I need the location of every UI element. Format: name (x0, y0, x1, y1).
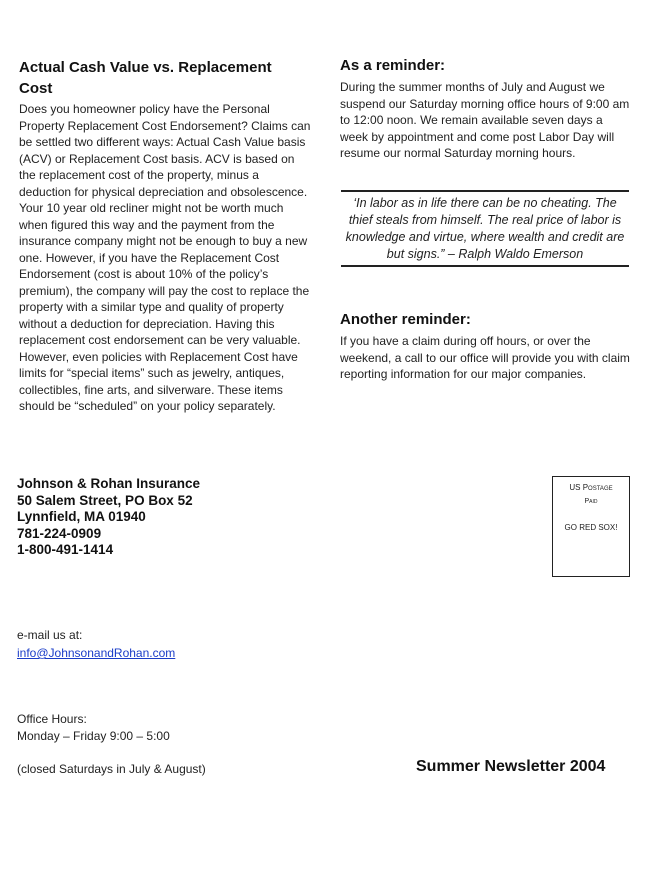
postage-stamp-box (552, 476, 630, 577)
mailing-address (17, 476, 317, 559)
phone-tollfree: 1-800-491-1414 (17, 542, 114, 557)
city-state-zip: Lynnfield, MA 01940 (17, 509, 146, 524)
stamp-paid-text: Paid (584, 498, 598, 505)
email-label: e-mail us at: (17, 628, 83, 642)
office-hours-label: Office Hours: (17, 712, 87, 726)
email-link[interactable]: info@JohnsonandRohan.com (17, 646, 176, 660)
stamp-slogan: GO RED SOX! (564, 523, 618, 532)
stamp-postage-text: US Postage (569, 483, 613, 492)
phone-local: 781-224-0909 (17, 525, 102, 541)
acv-section-body: Does you homeowner policy have the Personal Property Replacement Cost Endorsement? Claims can be settled two different ways: Actual Cash Value basis (ACV) or Replacement Cost basis. ACV is based on the replacement cost of the property, minus a deduction for physical depreciation and obsolescence. Your 10 year old recliner might not be worth much when figured this way and the payment from the insurance company might not be enough to buy a new one. However, if you have the Replacement Cost Endorsement (cost is about 10% of the policy’s premium), the company will pay the cost to replace the property with a similar type and quality of property without a deduction for depreciation. Having this replacement cost endorsement can be very valuable. However, even policies with Replacement Cost have limits for “special items” such as jewelry, antiques, collectibles, fine arts, and silverware. These items should be “scheduled” on your policy separately. (19, 102, 311, 413)
company-name: Johnson & Rohan Insurance (17, 476, 201, 491)
closed-saturdays-note: (closed Saturdays in July & August) (17, 762, 206, 776)
another-reminder-title: Another reminder: (340, 311, 471, 328)
newsletter-title: Summer Newsletter 2004 (416, 758, 606, 775)
emerson-quote: ‘In labor as in life there can be no cheating. The thief steals from himself. The real price of labor is knowledge and virtue, where wealth and credit are but signs.” – Ralph Waldo Emerson (341, 190, 629, 267)
street-address: 50 Salem Street, PO Box 52 (17, 492, 193, 508)
another-reminder-body: If you have a claim during off hours, or over the weekend, a call to our office will provide you with claim reporting information for our major companies. (340, 334, 630, 381)
reminder-body: During the summer months of July and August we suspend our Saturday morning office hours of 9:00 am to 12:00 noon. We remain available seven days a week by appointment and come post Labor Day will resume our normal Saturday morning hours. (340, 80, 630, 160)
acv-section-title: Actual Cash Value vs. Replacement Cost (19, 59, 272, 97)
office-hours-value: Monday – Friday 9:00 – 5:00 (17, 729, 170, 743)
reminder-title: As a reminder: (340, 57, 446, 74)
